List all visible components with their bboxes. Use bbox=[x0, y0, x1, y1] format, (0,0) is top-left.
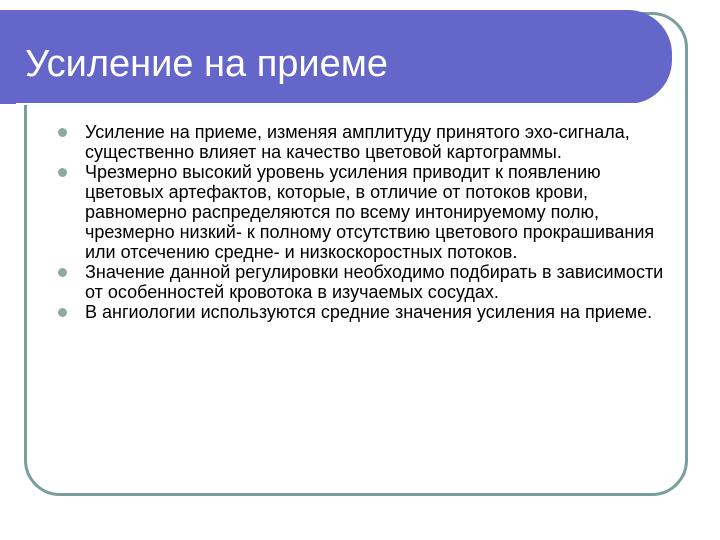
bullet-item bbox=[58, 162, 670, 262]
bullet-text: Усиление на приеме, изменяя амплитуду принятого эхо-сигнала, существенно влияет на качество цветовой картограммы. bbox=[85, 122, 630, 162]
bullet-text: Значение данной регулировки необходимо подбирать в зависимости от особенностей кровотока в изучаемых сосудах. bbox=[85, 262, 664, 302]
bullet-dot-icon bbox=[58, 308, 67, 317]
bullet-dot-icon bbox=[58, 128, 67, 137]
bullet-text: В ангиологии используются средние значения усиления на приеме. bbox=[85, 302, 653, 322]
title-underline bbox=[16, 103, 638, 105]
slide-title: Усиление на приеме bbox=[25, 43, 389, 85]
bullet-item bbox=[58, 262, 670, 302]
title-bar bbox=[0, 10, 672, 104]
bullet-list bbox=[58, 122, 670, 322]
bullet-dot-icon bbox=[58, 268, 67, 277]
bullet-item bbox=[58, 122, 670, 162]
bullet-item bbox=[58, 302, 670, 322]
bullet-text: Чрезмерно высокий уровень усиления приводит к появлению цветовых артефактов, которые, в отличие от потоков крови, равномерно распределяются по всему интонируемому полю, чрезмерно низкий- к полному отсутствию цветового прокрашивания или отсечению средне- и низкоскоростных потоков. bbox=[85, 162, 655, 262]
bullet-dot-icon bbox=[58, 168, 67, 177]
